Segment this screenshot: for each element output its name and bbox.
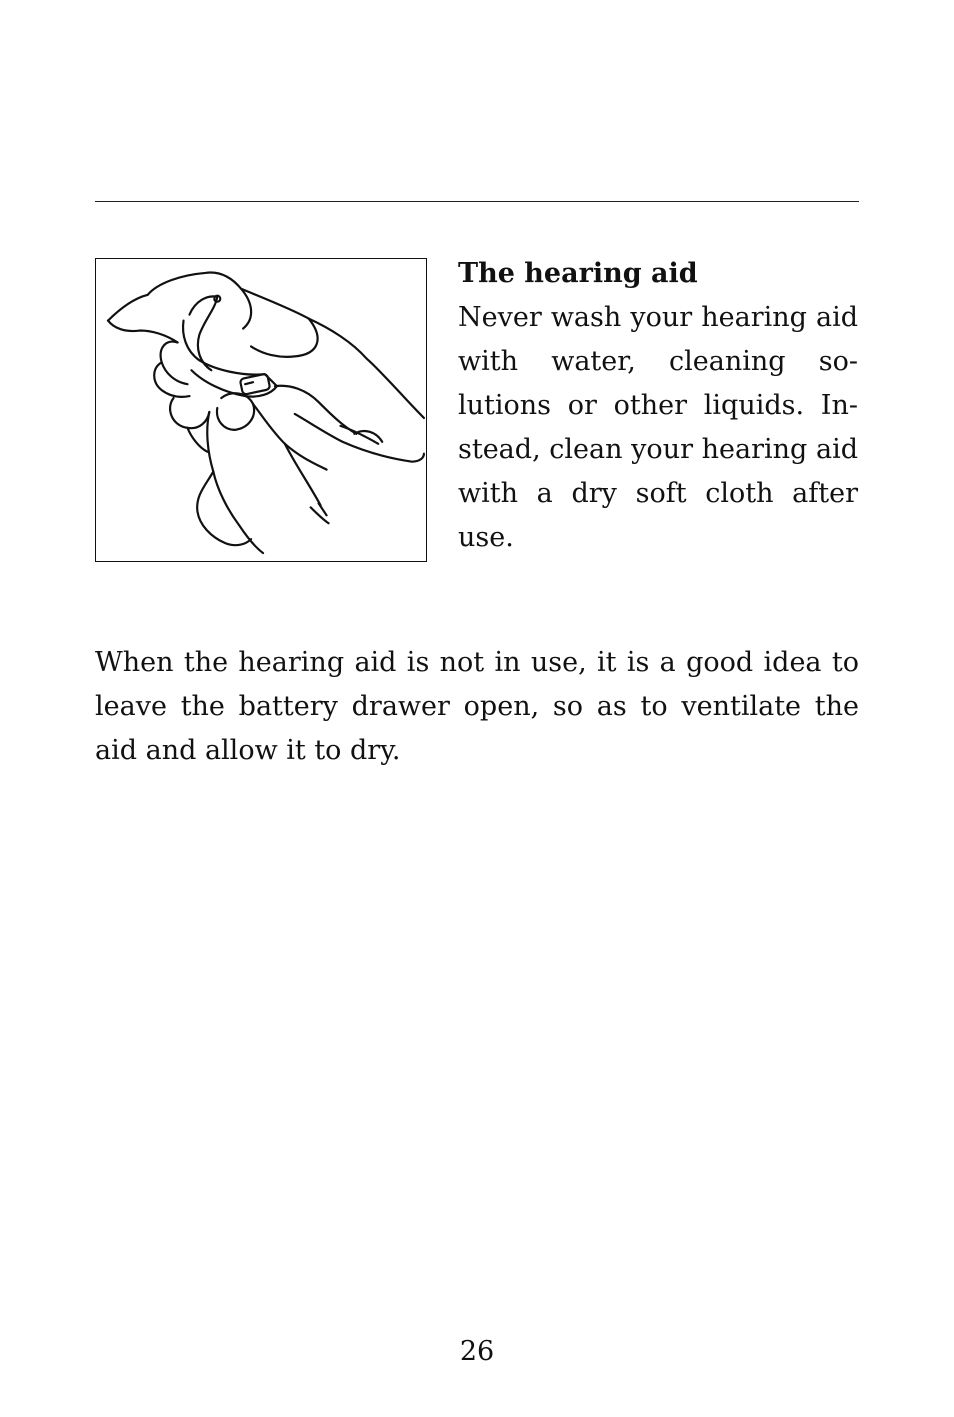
- body-paragraph: When the hearing aid is not in use, it is a good idea to leave the battery drawer open, so as to ventilate the aid and allow it to dry.: [95, 647, 859, 766]
- header-rule: [95, 201, 859, 202]
- hands-holding-hearing-aid-drawing: [96, 259, 426, 561]
- section-heading: The hearing aid: [458, 258, 698, 289]
- section-text: Never wash your hearing aid with water, cleaning solutions or other liquids. Instead, clean your hearing aid with a dry soft cloth after use.: [458, 302, 858, 553]
- page-number: 26: [459, 1336, 495, 1367]
- hearing-aid-care-section: [458, 252, 858, 560]
- hearing-aid-cleaning-illustration: [95, 258, 427, 562]
